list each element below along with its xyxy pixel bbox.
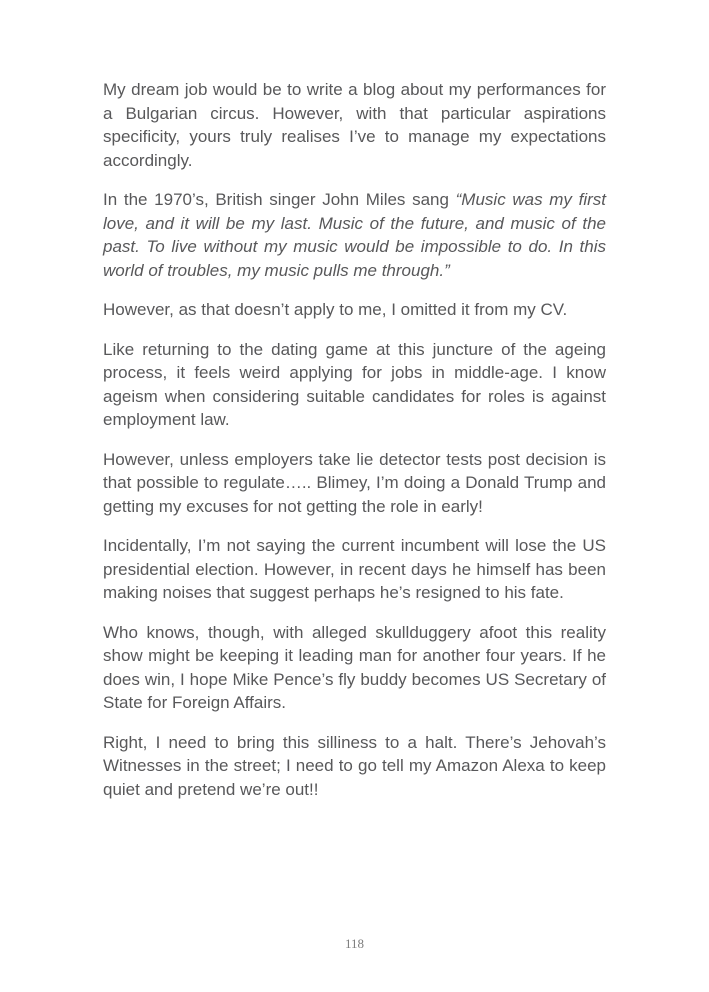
paragraph-text: In the 1970’s, British singer John Miles sang	[103, 190, 456, 209]
page-number: 118	[344, 936, 365, 951]
song-lyrics-quote: “Music was my first love, and it will be my last. Music of the future, and music of the past. To live without my music would be impossible to do. In this world of troubles, my music pulls me through.”	[103, 190, 606, 280]
paragraph-text: Who knows, though, with alleged skullduggery afoot this reality show might be keeping it leading man for another four years. If he does win, I hope Mike Pence’s fly buddy becomes US Secretary of State for Foreign Affairs.	[103, 622, 606, 712]
paragraph-text: However, unless employers take lie detector tests post decision is that possible to regulate….. Blimey, I’m doing a Donald Trump and getting my excuses for not getting the role in early!	[103, 449, 606, 516]
paragraph-text: Incidentally, I’m not saying the current incumbent will lose the US presidential election. However, in recent days he himself has been making noises that suggest perhaps he’s resigned to his fate.	[103, 536, 606, 602]
paragraph	[103, 731, 606, 802]
paragraph-text: Like returning to the dating game at this juncture of the ageing process, it feels weird applying for jobs in middle-age. I know ageism when considering suitable candidates for roles is against employment law.	[103, 339, 606, 429]
paragraph	[103, 298, 606, 322]
paragraph-text: My dream job would be to write a blog about my performances for a Bulgarian circus. However, with that particular aspirations specificity, yours truly realises I’ve to manage my expectations accordingly.	[103, 80, 606, 170]
paragraph	[103, 448, 606, 519]
paragraph	[103, 534, 606, 605]
paragraph	[103, 78, 606, 172]
paragraph-text: Right, I need to bring this silliness to a halt. There’s Jehovah’s Witnesses in the street; I need to go tell my Amazon Alexa to keep quiet and pretend we’re out!!	[103, 732, 606, 799]
paragraph	[103, 621, 606, 715]
paragraph-text: However, as that doesn’t apply to me, I omitted it from my CV.	[103, 300, 568, 319]
paragraph	[103, 338, 606, 432]
page-text-block	[103, 78, 606, 801]
paragraph	[103, 188, 606, 282]
